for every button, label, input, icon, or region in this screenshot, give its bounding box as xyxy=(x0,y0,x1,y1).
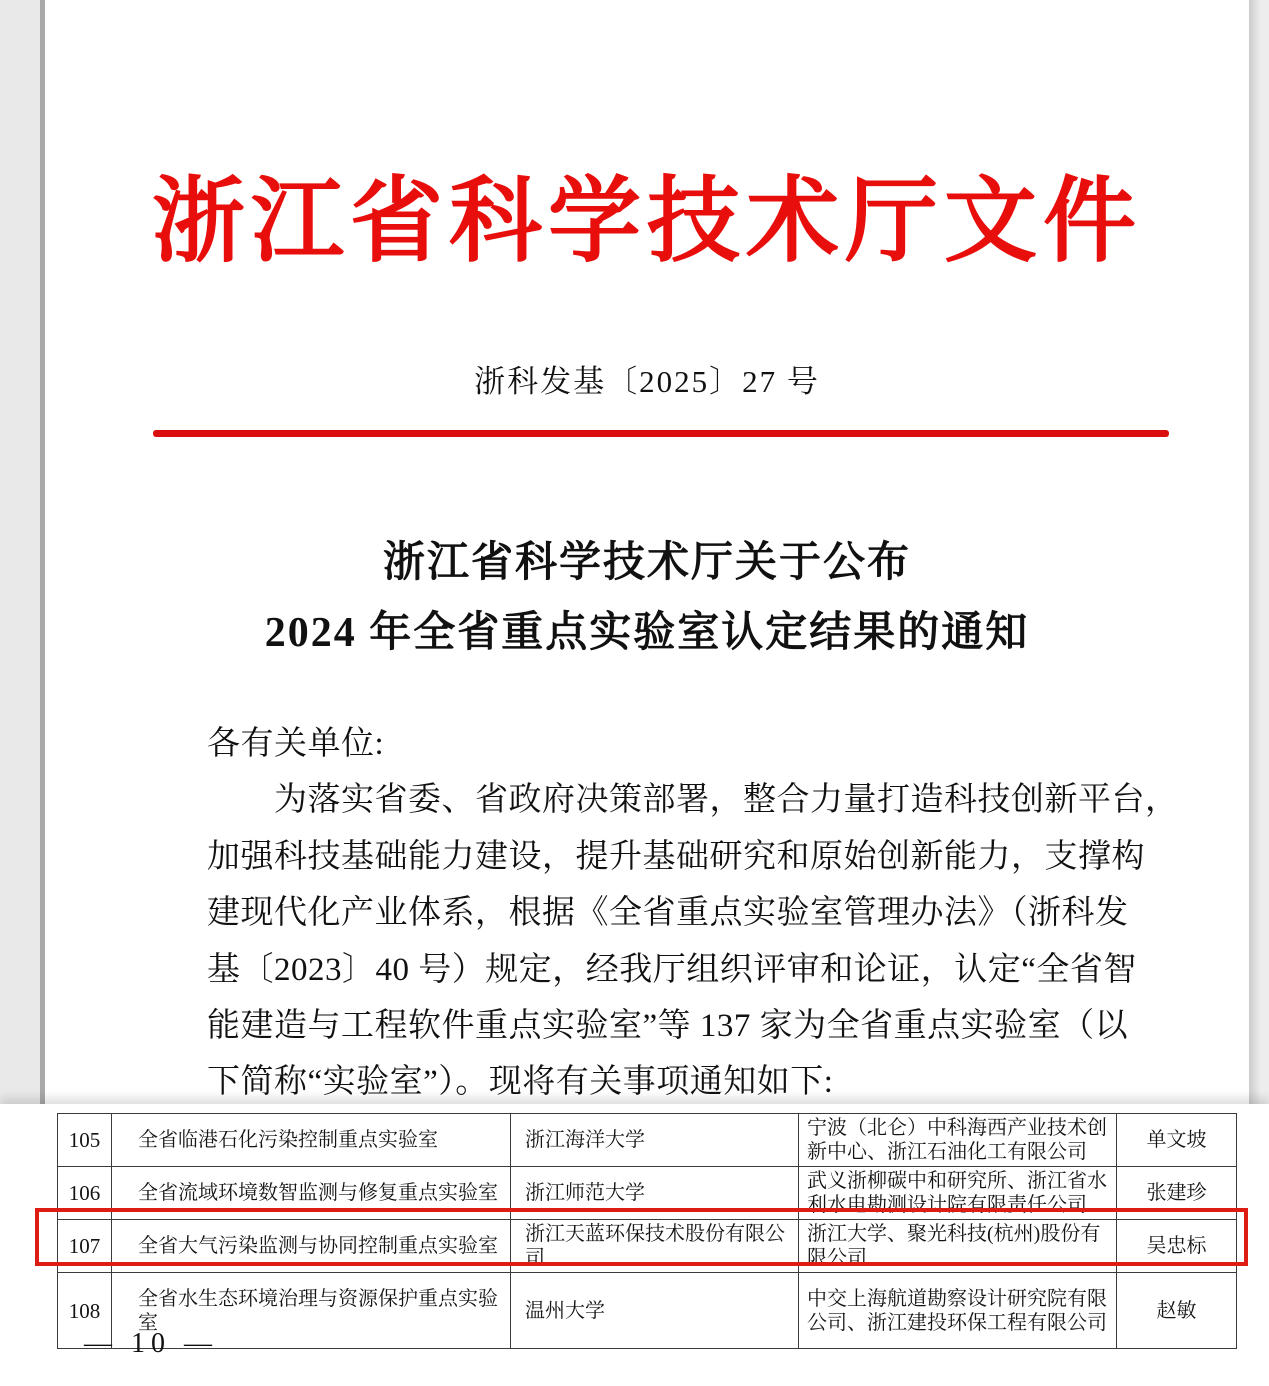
table-row xyxy=(58,1114,1237,1167)
director-cell: 张建珍 xyxy=(1117,1167,1237,1220)
partner-units-cell: 中交上海航道勘察设计研究院有限公司、浙江建投环保工程有限公司 xyxy=(799,1273,1117,1349)
body-line: 下简称“实验室”）。现将有关事项通知如下: xyxy=(207,1064,834,1101)
notice-title-line1: 浙江省科学技术厅关于公布 xyxy=(382,540,911,586)
body-line: 能建造与工程软件重点实验室”等 137 家为全省重点实验室（以 xyxy=(207,1008,1129,1045)
director-cell: 吴忠标 xyxy=(1117,1220,1237,1273)
table-row xyxy=(58,1167,1237,1220)
body-line: 为落实省委、省政府决策部署，整合力量打造科技创新平台， xyxy=(274,782,1179,819)
red-divider-rule xyxy=(153,430,1169,437)
salutation: 各有关单位: xyxy=(207,726,385,762)
notice-title-line2: 2024 年全省重点实验室认定结果的通知 xyxy=(264,610,1030,656)
partner-units-cell: 武义浙柳碳中和研究所、浙江省水利水电勘测设计院有限责任公司 xyxy=(799,1167,1117,1220)
lab-name-cell: 全省大气污染监测与协同控制重点实验室 xyxy=(112,1220,511,1273)
row-number-cell: 108 xyxy=(58,1273,112,1349)
row-number-cell: 105 xyxy=(58,1114,112,1167)
partner-units-cell: 宁波（北仑）中科海西产业技术创新中心、浙江石油化工有限公司 xyxy=(799,1114,1117,1167)
host-unit-cell: 浙江天蓝环保技术股份有限公司 xyxy=(511,1220,799,1273)
host-unit-cell: 浙江师范大学 xyxy=(511,1167,799,1220)
body-line: 加强科技基础能力建设，提升基础研究和原始创新能力，支撑构 xyxy=(207,838,1145,875)
body-line: 基〔2023〕40 号）规定，经我厅组织评审和论证，认定“全省智 xyxy=(207,951,1137,988)
page-number: — 10 — xyxy=(84,1328,218,1359)
notice-body xyxy=(207,716,1179,1111)
lab-name-cell: 全省流域环境数智监测与修复重点实验室 xyxy=(112,1167,511,1220)
agency-header-title: 浙江省科学技术厅文件 xyxy=(152,171,1142,274)
host-unit-cell: 浙江海洋大学 xyxy=(511,1114,799,1167)
director-cell: 赵敏 xyxy=(1117,1273,1237,1349)
document-number: 浙科发基〔2025〕27 号 xyxy=(474,364,820,399)
scan-left-margin xyxy=(0,0,40,1104)
notice-title xyxy=(45,528,1249,668)
row-number-cell: 107 xyxy=(58,1220,112,1273)
scan-right-margin xyxy=(1248,0,1269,1104)
host-unit-cell: 温州大学 xyxy=(511,1273,799,1349)
row-number-cell: 106 xyxy=(58,1167,112,1220)
director-cell: 单文坡 xyxy=(1117,1114,1237,1167)
table-row-highlighted xyxy=(58,1220,1237,1273)
lab-results-table xyxy=(57,1113,1237,1349)
document-page xyxy=(40,0,1249,1104)
body-line: 建现代化产业体系，根据《全省重点实验室管理办法》（浙科发 xyxy=(207,895,1129,932)
table-row xyxy=(58,1273,1237,1349)
lab-name-cell: 全省临港石化污染控制重点实验室 xyxy=(112,1114,511,1167)
lab-name-cell: 全省水生态环境治理与资源保护重点实验室 xyxy=(112,1273,511,1349)
partner-units-cell: 浙江大学、聚光科技(杭州)股份有限公司 xyxy=(799,1220,1117,1273)
lab-list-section xyxy=(0,1104,1269,1386)
